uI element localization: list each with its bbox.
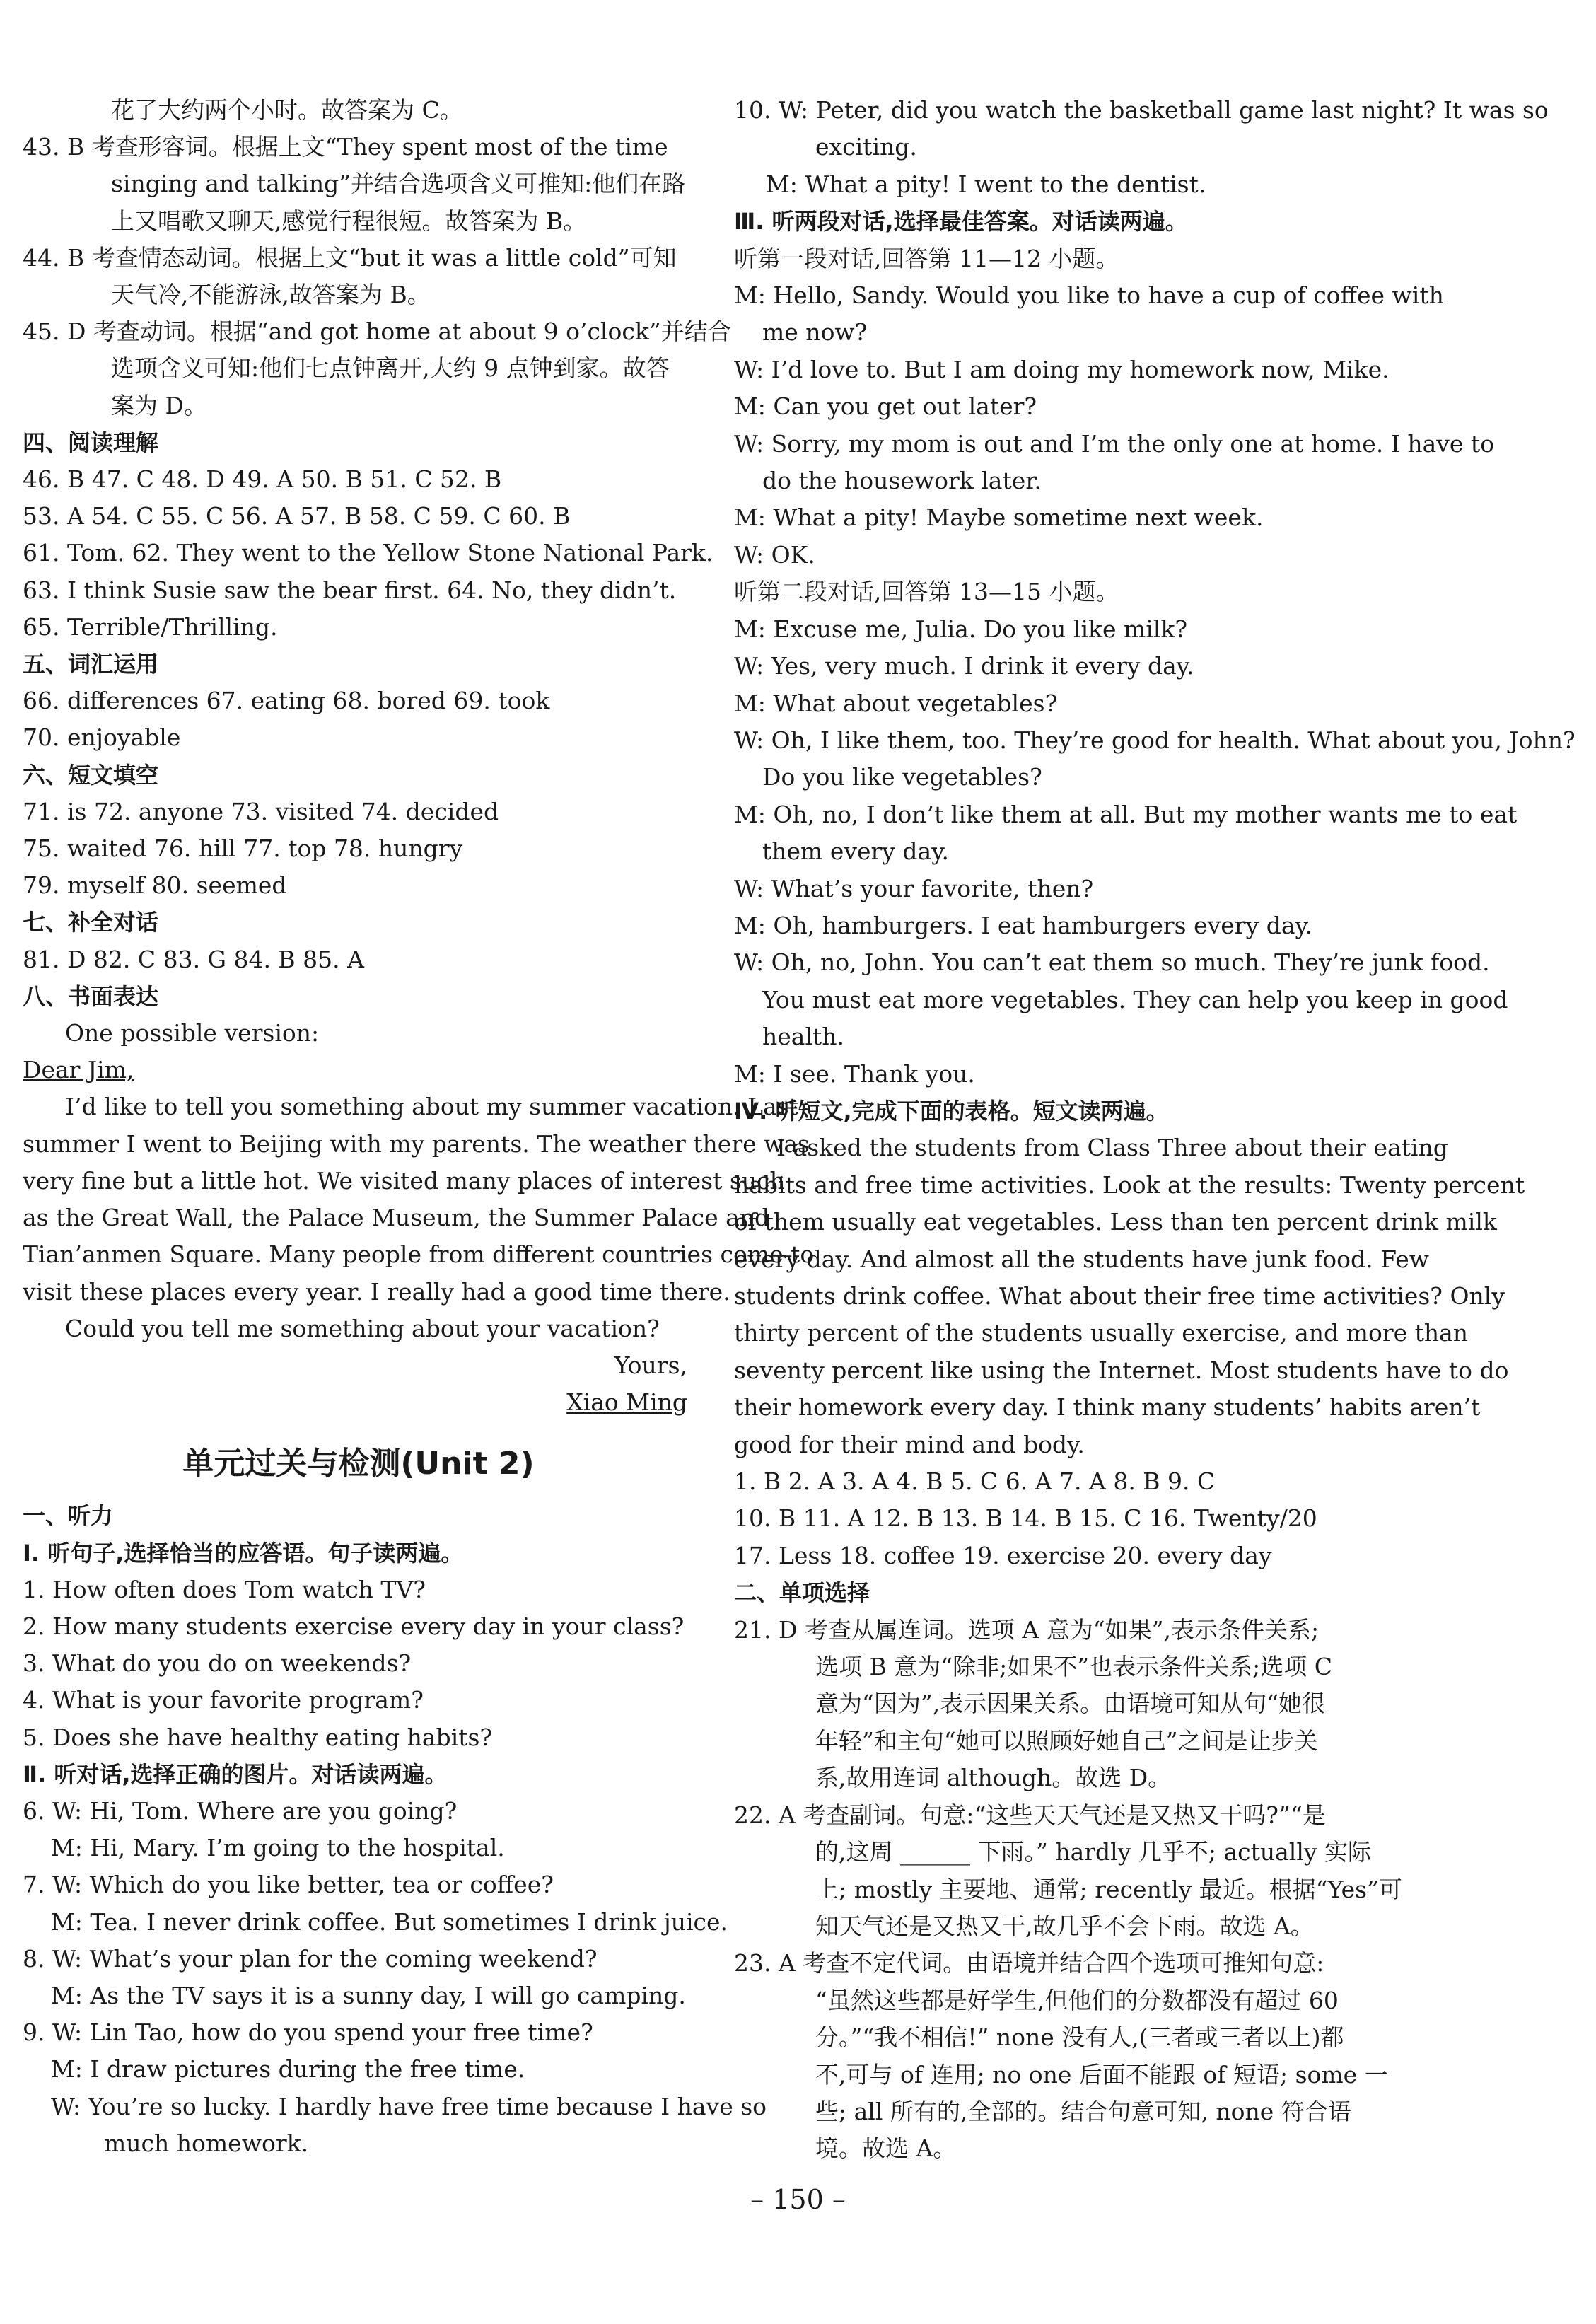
text-line: 不,可与 of 连用; no one 后面不能跟 of 短语; some 一 [815,2060,1388,2088]
text-line: every day. And almost all the students have junk food. Few [734,1245,1430,1273]
text-line: “虽然这些都是好学生,但他们的分数都没有超过 60 [815,1986,1339,2014]
text-line: 4. What is your favorite program? [23,1686,424,1714]
text-line: 71. is 72. anyone 73. visited 74. decided [23,797,499,825]
text-line: 境。故选 A。 [815,2134,957,2163]
page-number: – 150 – [750,2184,846,2215]
text-line: M: Oh, no, I don’t like them at all. But my mother wants me to eat [734,800,1518,828]
text-line: 17. Less 18. coffee 19. exercise 20. every day [734,1541,1272,1569]
text-line: good for their mind and body. [734,1430,1085,1458]
text-line: seventy percent like using the Internet. Most students have to do [734,1356,1509,1384]
text-line: 22. A 考查副词。句意:“这些天天气还是又热又干吗?”“是 [734,1801,1326,1829]
text-line: habits and free time activities. Look at the results: Twenty percent [734,1170,1525,1199]
text-line: 听第二段对话,回答第 13—15 小题。 [734,578,1119,606]
text-line: 44. B 考查情态动词。根据上文“but it was a little cold”可知 [23,243,677,272]
text-line: Could you tell me something about your vacation? [65,1314,660,1342]
text-line: W: OK. [734,540,815,569]
right-column [734,92,1575,2168]
text-line: 45. D 考查动词。根据“and got home at about 9 o’clock”并结合 [23,318,731,346]
text-line: 知天气还是又热又干,故几乎不会下雨。故选 A。 [815,1912,1314,1940]
section-heading: 四、阅读理解 [23,429,159,456]
text-line: 些; all 所有的,全部的。结合句意可知, none 符合语 [815,2097,1351,2125]
text-line: their homework every day. I think many students’ habits aren’t [734,1393,1481,1422]
text-line: exciting. [815,133,917,161]
text-line: Tian’anmen Square. Many people from different countries come to [23,1241,815,1269]
text-line: M: Oh, hamburgers. I eat hamburgers every day. [734,911,1313,939]
text-line: 上又唱歌又聊天,感觉行程很短。故答案为 B。 [111,207,587,235]
text-line: me now? [762,318,868,347]
text-line: M: Excuse me, Julia. Do you like milk? [734,615,1188,643]
section-heading: 一、听力 [23,1502,114,1530]
section-heading: Ⅱ. 听对话,选择正确的图片。对话读两遍。 [23,1760,448,1788]
text-line: 63. I think Susie saw the bear first. 64. No, they didn’t. [23,576,677,604]
text-line: students drink coffee. What about their free time activities? Only [734,1282,1505,1310]
text-line: W: Yes, very much. I drink it every day. [734,652,1194,680]
text-line: W: You’re so lucky. I hardly have free time because I have so [51,2092,767,2120]
text-line: 66. differences 67. eating 68. bored 69. took [23,687,550,715]
text-line: 53. A 54. C 55. C 56. A 57. B 58. C 59. C 60. B [23,502,571,530]
text-line: 6. W: Hi, Tom. Where are you going? [23,1796,458,1825]
section-heading: Ⅰ. 听句子,选择恰当的应答语。句子读两遍。 [23,1539,464,1567]
text-line: One possible version: [65,1019,320,1047]
text-line: 46. B 47. C 48. D 49. A 50. B 51. C 52. B [23,465,502,494]
text-line: 8. W: What’s your plan for the coming weekend? [23,1944,598,1973]
text-line: 1. B 2. A 3. A 4. B 5. C 6. A 7. A 8. B 9. C [734,1468,1216,1496]
text-line: 选项 B 意为“除非;如果不”也表示条件关系;选项 C [815,1653,1332,1681]
text-line: 听第一段对话,回答第 11—12 小题。 [734,244,1119,272]
text-line: 的,这周 ______ 下雨。” hardly 几乎不; actually 实际 [815,1838,1372,1866]
text-line: W: Oh, no, John. You can’t eat them so much. They’re junk food. [734,948,1490,977]
text-line: 43. B 考查形容词。根据上文“They spent most of the time [23,133,668,161]
section-heading: 六、短文填空 [23,761,159,789]
text-line: 61. Tom. 62. They went to the Yellow Stone National Park. [23,539,713,567]
text-line: 1. How often does Tom watch TV? [23,1575,426,1603]
text-line: 案为 D。 [111,391,207,419]
text-line: 10. B 11. A 12. B 13. B 14. B 15. C 16. Twenty/20 [734,1504,1317,1533]
section-heading: 八、书面表达 [23,982,159,1010]
section-heading: Ⅳ. 听短文,完成下面的表格。短文读两遍。 [734,1097,1169,1125]
text-line: Do you like vegetables? [762,763,1042,791]
text-line: 分。”“我不相信!” none 没有人,(三者或三者以上)都 [815,2023,1344,2052]
text-line: do the housework later. [762,467,1042,495]
text-line: visit these places every year. I really had a good time there. [23,1277,730,1306]
text-line: health. [762,1023,845,1051]
text-line: 23. A 考查不定代词。由语境并结合四个选项可推知句意: [734,1949,1324,1977]
text-line: 花了大约两个小时。故答案为 C。 [111,96,463,124]
section-heading: 二、单项选择 [734,1579,870,1607]
text-line: W: Oh, I like them, too. They’re good for health. What about you, John? [734,726,1575,754]
text-line: M: Can you get out later? [734,393,1037,421]
text-line: 上; mostly 主要地、通常; recently 最近。根据“Yes”可 [815,1875,1402,1903]
text-line: 选项含义可知:他们七点钟离开,大约 9 点钟到家。故答 [111,354,670,383]
text-line: M: Hello, Sandy. Would you like to have a cup of coffee with [734,281,1444,310]
section-heading: Ⅲ. 听两段对话,选择最佳答案。对话读两遍。 [734,208,1188,236]
text-line: W: Sorry, my mom is out and I’m the only one at home. I have to [734,429,1495,458]
section-heading: 七、补全对话 [23,909,159,936]
text-line: 21. D 考查从属连词。选项 A 意为“如果”,表示条件关系; [734,1615,1320,1644]
text-line: summer I went to Beijing with my parents. The weather there was [23,1129,810,1158]
text-line: Yours, [614,1351,687,1379]
text-line: M: Tea. I never drink coffee. But sometimes I drink juice. [51,1907,728,1936]
text-line: 7. W: Which do you like better, tea or coffee? [23,1871,554,1899]
text-line: M: Hi, Mary. I’m going to the hospital. [51,1834,505,1862]
text-line: much homework. [104,2129,309,2157]
text-line: 5. Does she have healthy eating habits? [23,1723,493,1751]
text-line: 9. W: Lin Tao, how do you spend your free time? [23,2018,593,2047]
text-line: I asked the students from Class Three about their eating [776,1134,1448,1162]
text-line: 75. waited 76. hill 77. top 78. hungry [23,835,463,863]
text-line: them every day. [762,837,949,866]
text-line: 年轻”和主句“她可以照顾好她自己”之间是让步关 [815,1726,1318,1755]
text-line: 天气冷,不能游泳,故答案为 B。 [111,281,431,309]
text-line: 系,故用连词 although。故选 D。 [815,1764,1172,1792]
text-line: 10. W: Peter, did you watch the basketball game last night? It was so [734,96,1549,124]
text-line: 81. D 82. C 83. G 84. B 85. A [23,945,364,973]
text-line: M: I draw pictures during the free time. [51,2055,525,2084]
text-line: M: What a pity! I went to the dentist. [766,170,1206,198]
text-line: I’d like to tell you something about my summer vacation. Last [65,1093,798,1121]
section-heading: 五、词汇运用 [23,651,159,678]
text-line: very fine but a little hot. We visited many places of interest such [23,1166,785,1195]
text-line: 70. enjoyable [23,724,181,752]
text-line: 79. myself 80. seemed [23,871,287,900]
text-line: W: What’s your favorite, then? [734,874,1094,902]
unit-title: 单元过关与检测(Unit 2) [182,1446,535,1482]
text-line: M: As the TV says it is a sunny day, I will go camping. [51,1981,686,2009]
text-line: 3. What do you do on weekends? [23,1649,412,1678]
text-line: M: I see. Thank you. [734,1059,975,1088]
text-line: thirty percent of the students usually exercise, and more than [734,1319,1469,1347]
text-line: 65. Terrible/Thrilling. [23,612,278,641]
text-line: as the Great Wall, the Palace Museum, the Summer Palace and [23,1204,770,1232]
text-line: 意为“因为”,表示因果关系。由语境可知从句“她很 [815,1690,1326,1718]
text-line: You must eat more vegetables. They can help you keep in good [762,985,1508,1013]
text-line: M: What about vegetables? [734,689,1058,717]
text-line: 2. How many students exercise every day in your class? [23,1612,685,1640]
text-line: W: I’d love to. But I am doing my homework now, Mike. [734,355,1390,383]
text-line: singing and talking”并结合选项含义可推知:他们在路 [111,170,686,198]
text-line: Dear Jim, [23,1056,134,1084]
text-line: M: What a pity! Maybe sometime next week. [734,504,1264,532]
text-line: of them usually eat vegetables. Less than ten percent drink milk [734,1208,1497,1236]
text-line: Xiao Ming [566,1388,687,1417]
